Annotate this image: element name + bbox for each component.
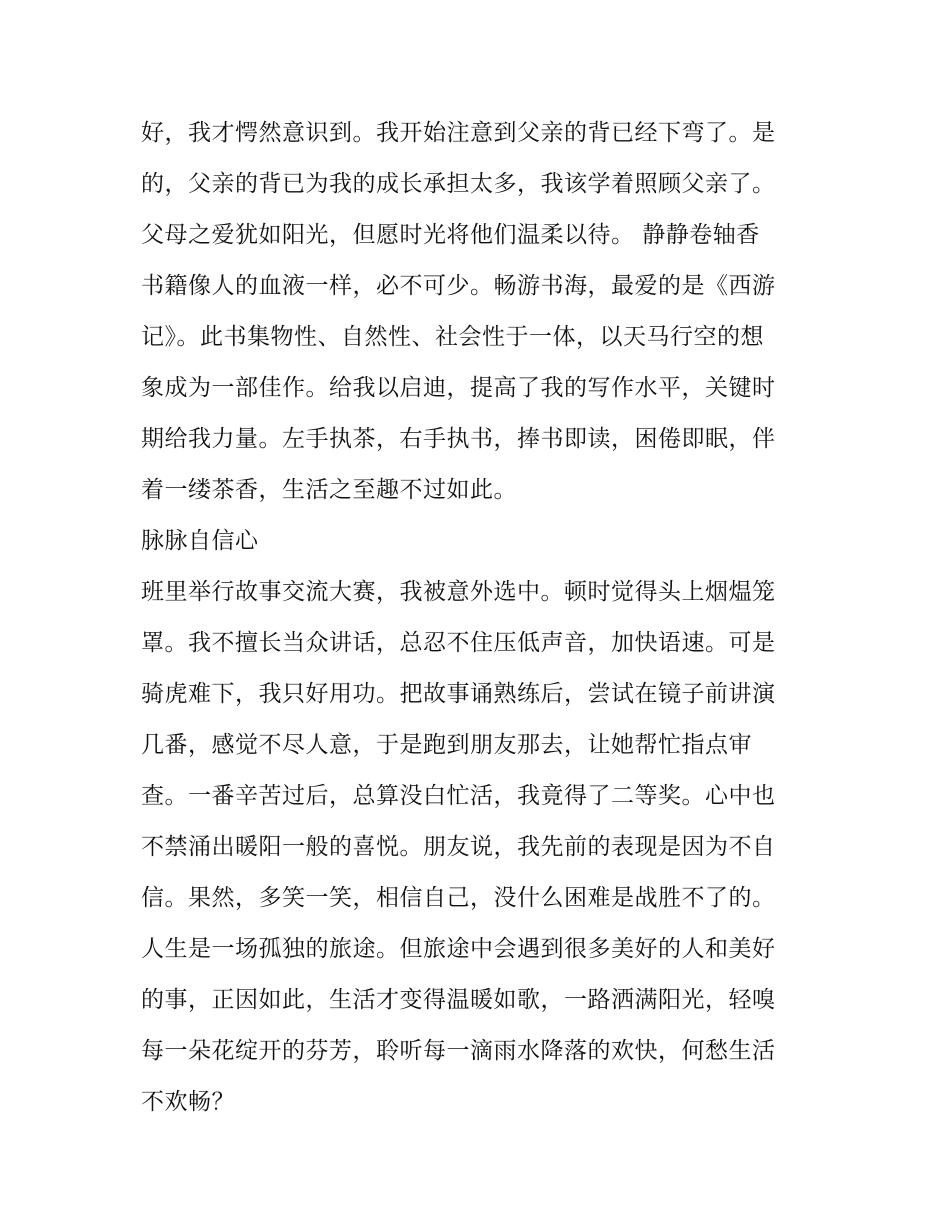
text-line: 每一朵花绽开的芬芳，聆听每一滴雨水降落的欢快，何愁生活 <box>141 1038 776 1064</box>
text-line: 父母之爱犹如阳光，但愿时光将他们温柔以待。 静静卷轴香 <box>141 222 760 248</box>
text-line: 的，父亲的背已为我的成长承担太多，我该学着照顾父亲了。 <box>141 171 776 197</box>
section-heading: 脉脉自信心 <box>141 528 259 554</box>
text-line: 罩。我不擅长当众讲话，总忍不住压低声音，加快语速。可是 <box>141 630 776 656</box>
text-line: 不欢畅？ <box>141 1089 235 1115</box>
text-line: 书籍像人的血液一样，必不可少。畅游书海，最爱的是《西游 <box>141 273 776 299</box>
text-line: 着一缕茶香，生活之至趣不过如此。 <box>141 477 517 503</box>
text-line: 信。果然，多笑一笑，相信自己，没什么困难是战胜不了的。 <box>141 885 776 911</box>
text-line: 期给我力量。左手执茶，右手执书，捧书即读，困倦即眠，伴 <box>141 426 776 452</box>
text-line: 好，我才愕然意识到。我开始注意到父亲的背已经下弯了。是 <box>141 120 776 146</box>
text-line: 的事，正因如此，生活才变得温暖如歌，一路洒满阳光，轻嗅 <box>141 987 776 1013</box>
text-line: 不禁涌出暖阳一般的喜悦。朋友说，我先前的表现是因为不自 <box>141 834 776 860</box>
document-body <box>141 108 821 1128</box>
text-line: 象成为一部佳作。给我以启迪，提高了我的写作水平，关键时 <box>141 375 776 401</box>
text-line: 几番，感觉不尽人意，于是跑到朋友那去，让她帮忙指点审 <box>141 732 752 758</box>
text-line: 记》。此书集物性、自然性、社会性于一体，以天马行空的想 <box>141 324 764 350</box>
text-line: 人生是一场孤独的旅途。但旅途中会遇到很多美好的人和美好 <box>141 936 776 962</box>
text-line: 骑虎难下，我只好用功。把故事诵熟练后，尝试在镜子前讲演 <box>141 681 776 707</box>
text-line: 班里举行故事交流大赛，我被意外选中。顿时觉得头上烟煴笼 <box>141 579 776 605</box>
text-line: 查。一番辛苦过后，总算没白忙活，我竟得了二等奖。心中也 <box>141 783 776 809</box>
